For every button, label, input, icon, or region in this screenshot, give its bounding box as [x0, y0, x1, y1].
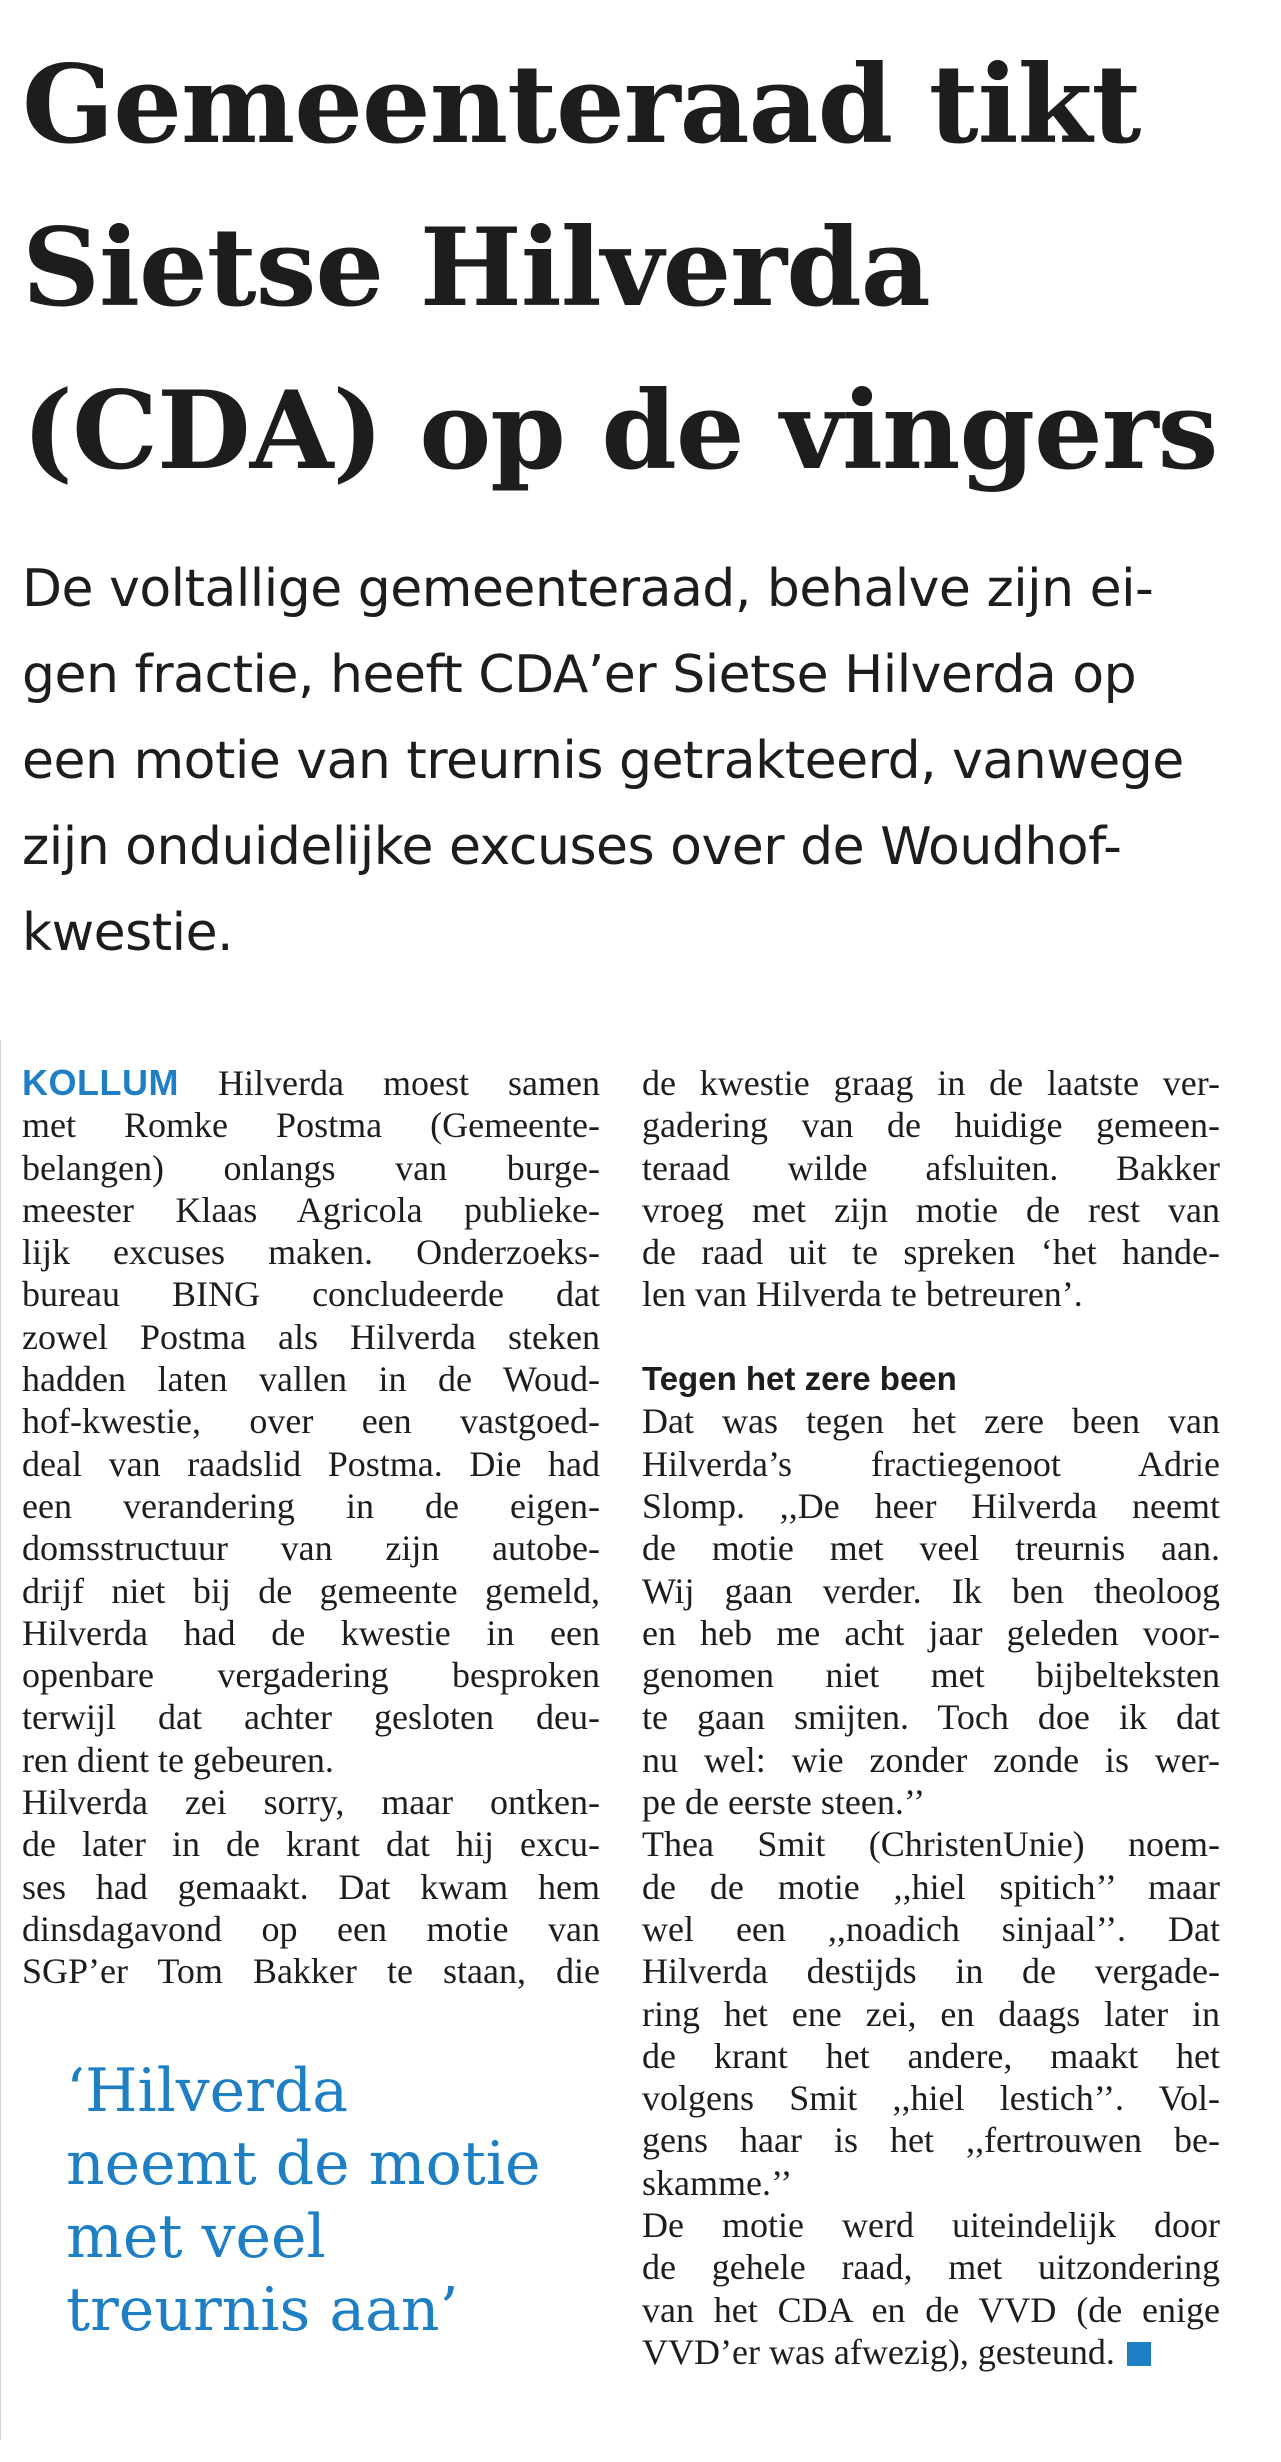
body-line: de kwestie graag in de laatste ver-: [642, 1063, 1220, 1103]
body-line: gadering van de huidige gemeen-: [642, 1105, 1220, 1146]
body-line: ses had gemaakt. Dat kwam hem: [22, 1866, 600, 1907]
pull-quote-line: neemt de motie: [66, 2129, 541, 2199]
pull-quote-line: treurnis aan’: [66, 2275, 459, 2345]
body-line: de raad uit te spreken ‘het hande-: [642, 1232, 1220, 1273]
body-line: SGP’er Tom Bakker te staan, die: [22, 1951, 600, 1992]
body-line: de krant het andere, maakt het: [642, 2035, 1220, 2076]
dateline: KOLLUM: [22, 1062, 179, 1103]
body-line: lijk excuses maken. Onderzoeks-: [22, 1232, 600, 1273]
body-line: Hilverda had de kwestie in een: [22, 1612, 600, 1653]
body-line: pe de eerste steen.’’: [642, 1782, 926, 1823]
body-line: vroeg met zijn motie de rest van: [642, 1189, 1220, 1230]
body-line: ren dient te gebeuren.: [22, 1739, 334, 1780]
body-line: dinsdagavond op een motie van: [22, 1908, 600, 1949]
body-line: ring het ene zei, en daags later in: [642, 1993, 1220, 2034]
column-rule: [0, 1040, 1, 2440]
body-line: belangen) onlangs van burge-: [22, 1147, 600, 1188]
body-line: Hilverda’s fractiegenoot Adrie: [642, 1443, 1220, 1484]
body-line: van het CDA en de VVD (de enige: [642, 2289, 1220, 2330]
pull-quote-line: ‘Hilverda: [66, 2056, 349, 2126]
body-line: de motie met veel treurnis aan.: [642, 1528, 1220, 1569]
intro-line: gen fractie, heeft CDA’er Sietse Hilverda op: [22, 645, 1137, 705]
intro-line: De voltallige gemeenteraad, behalve zijn ei-: [22, 559, 1154, 619]
body-line: bureau BING concludeerde dat: [22, 1274, 600, 1315]
body-line: Thea Smit (ChristenUnie) noem-: [642, 1824, 1220, 1865]
body-line: te gaan smijten. Toch doe ik dat: [642, 1697, 1220, 1738]
body-line: met Romke Postma (Gemeente-: [22, 1105, 600, 1146]
body-line: meester Klaas Agricola publieke-: [22, 1189, 600, 1230]
body-line: zowel Postma als Hilverda steken: [22, 1316, 600, 1357]
body-line: terwijl dat achter gesloten deu-: [22, 1697, 600, 1738]
body-line: volgens Smit ,,hiel lestich’’. Vol-: [642, 2078, 1220, 2119]
body-line: Dat was tegen het zere been van: [642, 1401, 1220, 1442]
body-line-text: Hilverda moest samen: [178, 1063, 600, 1103]
body-line: hadden laten vallen in de Woud-: [22, 1359, 600, 1400]
body-line: drijf niet bij de gemeente gemeld,: [22, 1570, 600, 1611]
body-line: de de motie ,,hiel spitich’’ maar: [642, 1866, 1220, 1907]
body-line: deal van raadslid Postma. Die had: [22, 1443, 600, 1484]
body-line: wel een ,,noadich sinjaal’’. Dat: [642, 1908, 1220, 1949]
headline-line: (CDA) op de vingers: [22, 368, 1218, 494]
body-line: Hilverda zei sorry, maar ontken-: [22, 1782, 600, 1823]
body-line-text: VVD’er was afwezig), gesteund.: [642, 2331, 1115, 2372]
body-line: hof-kwestie, over een vastgoed-: [22, 1401, 600, 1442]
body-line: en heb me acht jaar geleden voor-: [642, 1612, 1220, 1653]
body-line: [642, 2331, 1220, 2373]
intro-line: een motie van treurnis getrakteerd, vanwege: [22, 731, 1184, 791]
intro-paragraph: [22, 546, 1182, 976]
body-line: de gehele raad, met uitzondering: [642, 2247, 1220, 2288]
pull-quote-line: met veel: [66, 2202, 326, 2272]
headline-line: Gemeenteraad tikt: [22, 42, 1141, 168]
body-line: openbare vergadering besproken: [22, 1655, 600, 1696]
body-column-left: [22, 1062, 600, 1993]
body-line: [22, 1062, 600, 1104]
end-mark-icon: [1127, 2342, 1151, 2366]
subheading: Tegen het zere been: [642, 1360, 957, 1398]
intro-line: kwestie.: [22, 903, 234, 963]
pull-quote: [66, 2055, 606, 2347]
body-line: een verandering in de eigen-: [22, 1485, 600, 1526]
body-line: len van Hilverda te betreuren’.: [642, 1274, 1083, 1315]
headline: [22, 24, 1262, 513]
headline-line: Sietse Hilverda: [22, 205, 930, 331]
body-line: Hilverda destijds in de vergade-: [642, 1951, 1220, 1992]
body-line: genomen niet met bijbelteksten: [642, 1655, 1220, 1696]
intro-line: zijn onduidelijke excuses over de Woudhof-: [22, 817, 1122, 877]
body-line: De motie werd uiteindelijk door: [642, 2205, 1220, 2246]
paragraph-spacer: [642, 1316, 1220, 1358]
body-line: Wij gaan verder. Ik ben theoloog: [642, 1570, 1220, 1611]
body-line: Slomp. ,,De heer Hilverda neemt: [642, 1485, 1220, 1526]
body-line: teraad wilde afsluiten. Bakker: [642, 1147, 1220, 1188]
body-line: nu wel: wie zonder zonde is wer-: [642, 1739, 1220, 1780]
body-line: domsstructuur van zijn autobe-: [22, 1528, 600, 1569]
body-line: de later in de krant dat hij excu-: [22, 1824, 600, 1865]
body-line: gens haar is het ,,fertrouwen be-: [642, 2120, 1220, 2161]
body-line: skamme.’’: [642, 2162, 793, 2203]
body-column-right: [642, 1062, 1220, 2373]
